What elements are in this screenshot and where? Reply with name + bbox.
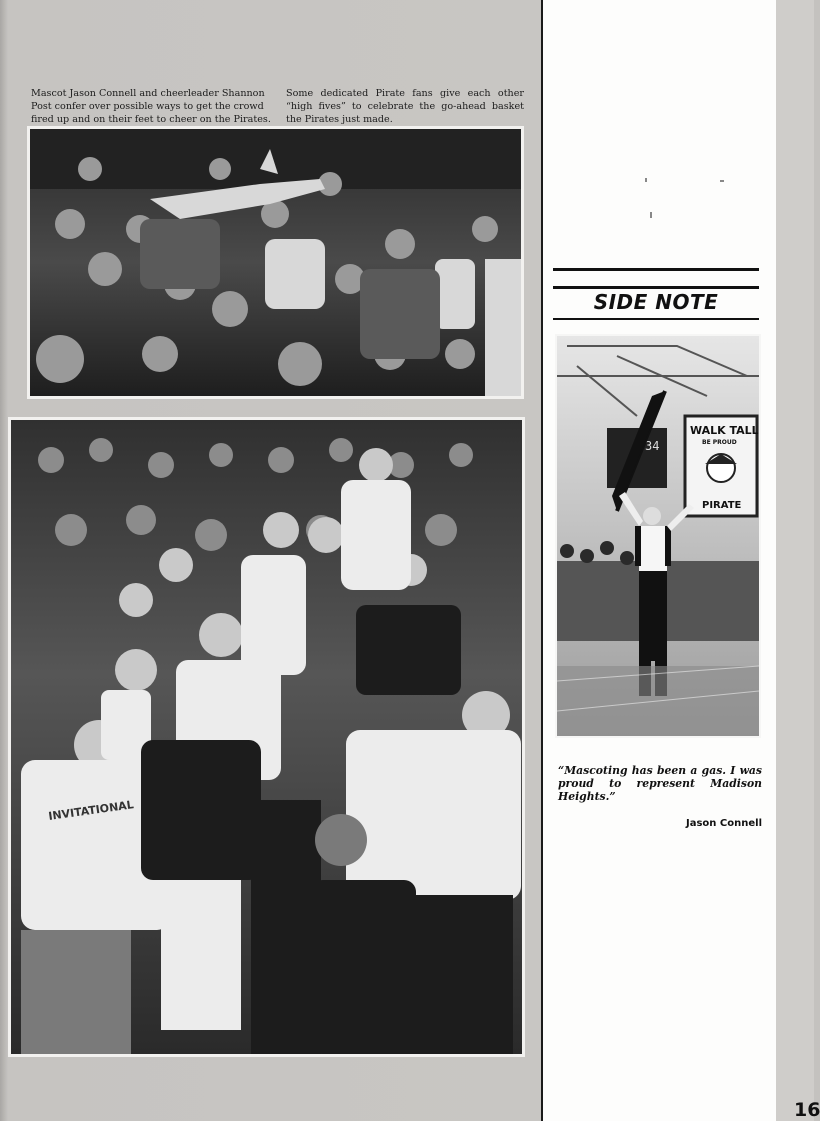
page-number: 16: [794, 1099, 820, 1121]
cheering-crowd-photo: [8, 417, 525, 1057]
side-note-rule-bottom: [553, 318, 759, 320]
print-speck: [720, 180, 724, 182]
photo-caption-high-fives: Some dedicated Pirate fans give each other “high fives” to celebrate the go-ahead basket the Pirates just made.: [286, 87, 524, 125]
side-note-quote: “Mascoting has been a gas. I was proud to represent Madison Heights.”: [558, 763, 762, 803]
side-note-rule-top: [553, 268, 759, 271]
photo-caption-mascot: Mascot Jason Connell and cheerleader Shannon Post confer over possible ways to get the crowd fired up and on their feet to cheer on the Pirates.: [31, 87, 271, 125]
side-note-title: SIDE NOTE: [593, 290, 719, 314]
shirt-text: INVITATIONAL: [47, 798, 135, 823]
mascot-photo: [555, 334, 761, 738]
banner-pirate: PIRATE: [702, 500, 742, 511]
page-margin: [776, 0, 814, 1121]
print-speck: [650, 212, 652, 218]
scoreboard-value: 34: [645, 439, 660, 453]
quote-attribution: Jason Connell: [686, 818, 762, 829]
print-speck: [645, 178, 647, 182]
crowd-high-fives-photo: [27, 126, 524, 399]
banner-walk-tall: WALK TALL: [690, 424, 759, 437]
banner-be-proud: BE PROUD: [702, 439, 737, 446]
